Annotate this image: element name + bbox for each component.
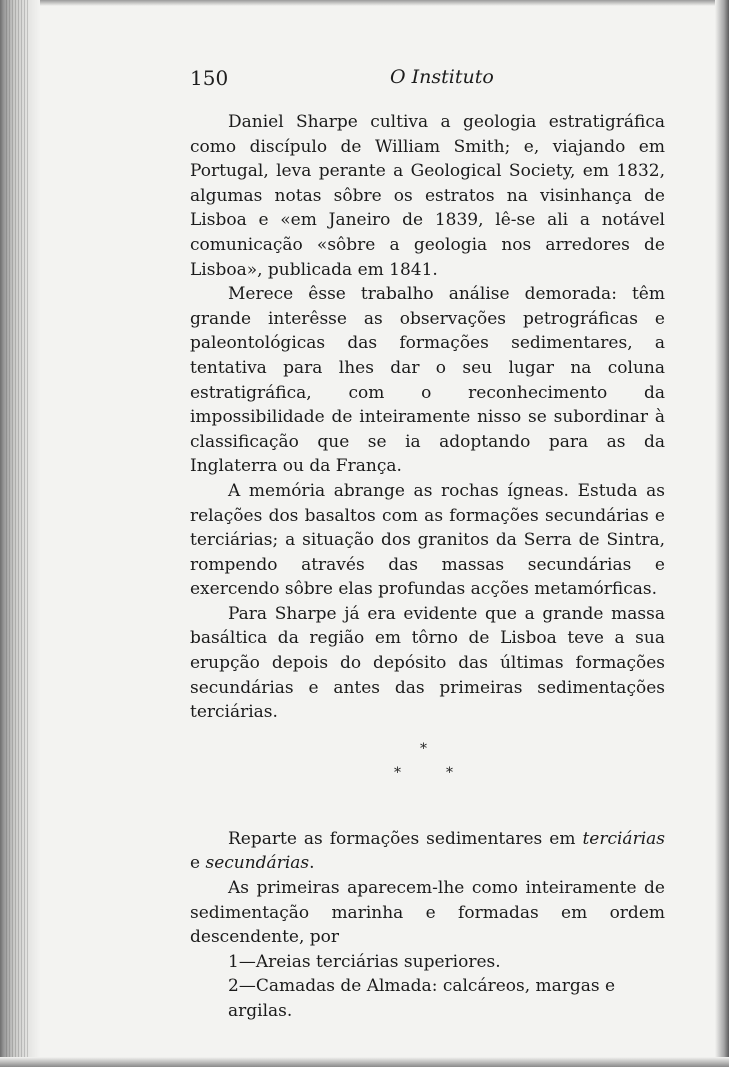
asterism-star-right: * [446, 764, 453, 781]
list-item-upper-tertiary-sands: 1—Areias terciárias superiores. [228, 951, 501, 972]
paragraph-basaltic-mass: Para Sharpe já era evidente que a grande massa basáltica da região em tôrno de Lisboa teve a sua erupção depois do depósito das últimas formações secundárias e antes das primeiras sedimentações terciárias. [190, 603, 665, 723]
top-page-edge [0, 0, 729, 6]
running-title: O Instituto [390, 66, 494, 88]
asterism-star-top: * [420, 740, 427, 757]
running-header [190, 66, 668, 96]
section-spacer [190, 805, 665, 827]
paragraph-sharpe-intro: Daniel Sharpe cultiva a geologia estratigráfica como discípulo de William Smith; e, viajando em Portugal, leva perante a Geological Society, em 1832, algumas notas sôbre os estratos na visinhança de Lisboa e «em Janeiro de 1839, lê-se ali a notável comunicação «sôbre a geologia nos arredores de Lisboa», publicada em 1841. [190, 112, 665, 280]
section-asterism [190, 725, 665, 805]
binding-stack-lines [6, 0, 28, 1067]
paragraph-analysis: Merece êsse trabalho análise demorada: têm grande interêsse as observações petrográficas e paleontológicas das formações sedimentares, a tentativa para lhes dar o seu lugar na coluna estratigráfica, com o reconhecimento da impossibilidade de inteiramente nisso se subordinar à classificação que se ia adoptando para as da Inglaterra ou da França. [190, 284, 665, 477]
formations-conjunction: e [190, 853, 206, 874]
paragraph-igneous-rocks: A memória abrange as rochas ígneas. Estuda as relações dos basaltos com as formações secundárias e terciárias; a situação dos granitos da Serra de Sintra, rompendo através das massas secundárias e exercendo sôbre elas profundas acções metamórficas. [190, 480, 665, 600]
page-body [190, 110, 665, 1024]
formations-intro-text: Reparte as formações sedimentares em [228, 828, 583, 849]
formations-period: . [309, 853, 315, 874]
bottom-page-edge [0, 1057, 729, 1067]
paragraph-formations-division [190, 827, 665, 876]
term-secondary: secundárias [205, 853, 310, 874]
list-item-almada-layers: 2—Camadas de Almada: calcáreos, margas e argilas. [228, 976, 616, 1021]
asterism-star-left: * [394, 764, 401, 781]
paragraph-marine-sedimentation: As primeiras aparecem-lhe como inteiramente de sedimentação marinha e formadas em ordem descendente, por [190, 878, 665, 948]
right-page-edge [715, 0, 729, 1067]
page-number: 150 [190, 66, 229, 90]
term-tertiary: terciárias [582, 828, 665, 849]
